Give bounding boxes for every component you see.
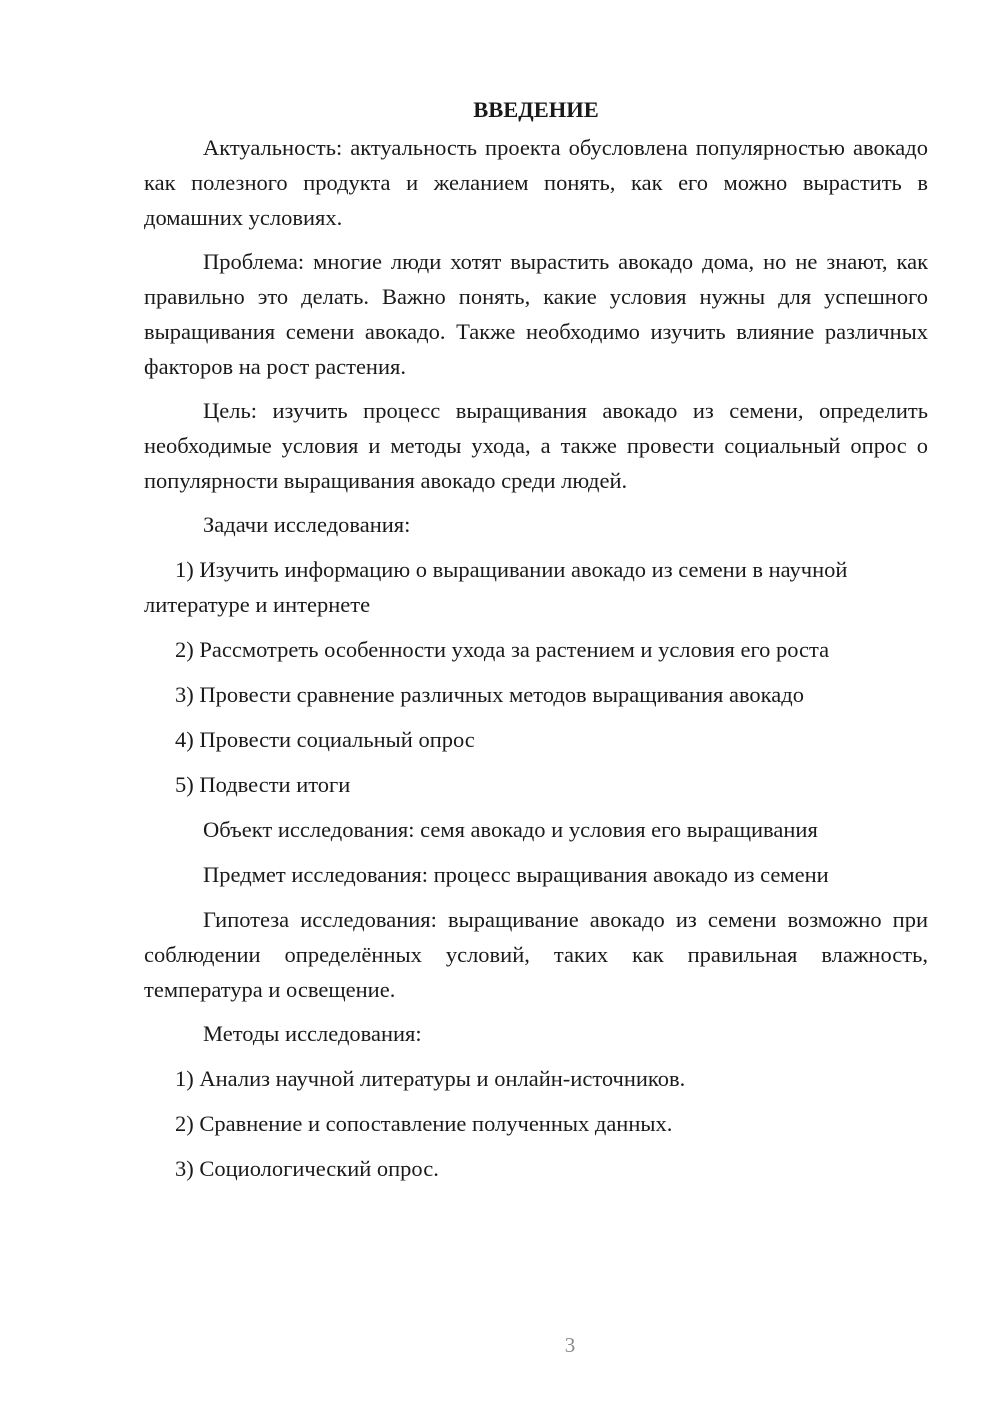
task-item: 4) Провести социальный опрос [175, 727, 475, 752]
hypothesis-paragraph: Гипотеза исследования: выращивание авокадо из семени возможно при соблюдении определённых условий, таких как правильная влажность, температура и освещение. [144, 907, 928, 1002]
section-heading: ВВЕДЕНИЕ [473, 97, 599, 122]
methods-label: Методы исследования: [203, 1021, 422, 1046]
task-item: 1) Изучить информацию о выращивании авокадо из семени в научной литературе и интернете [144, 557, 848, 617]
method-item: 1) Анализ научной литературы и онлайн-источников. [175, 1066, 686, 1091]
task-item: 5) Подвести итоги [175, 772, 351, 797]
goal-paragraph: Цель: изучить процесс выращивания авокадо из семени, определить необходимые условия и методы ухода, а также провести социальный опрос о популярности выращивания авокадо среди людей. [144, 398, 928, 493]
tasks-label: Задачи исследования: [203, 512, 411, 537]
method-item: 3) Социологический опрос. [175, 1156, 439, 1181]
page-number: 3 [564, 1333, 576, 1357]
task-item: 2) Рассмотреть особенности ухода за растением и условия его роста [175, 637, 830, 662]
research-object: Объект исследования: семя авокадо и условия его выращивания [203, 817, 818, 842]
page-content [144, 92, 928, 1196]
research-subject: Предмет исследования: процесс выращивания авокадо из семени [203, 862, 829, 887]
method-item: 2) Сравнение и сопоставление полученных данных. [175, 1111, 673, 1136]
relevance-paragraph: Актуальность: актуальность проекта обусловлена популярностью авокадо как полезного продукта и желанием понять, как его можно вырастить в домашних условиях. [144, 135, 928, 230]
problem-paragraph: Проблема: многие люди хотят вырастить авокадо дома, но не знают, как правильно это делать. Важно понять, какие условия нужны для успешного выращивания семени авокадо. Также необходимо изучить влияние различных факторов на рост растения. [144, 249, 928, 379]
task-item: 3) Провести сравнение различных методов выращивания авокадо [175, 682, 804, 707]
